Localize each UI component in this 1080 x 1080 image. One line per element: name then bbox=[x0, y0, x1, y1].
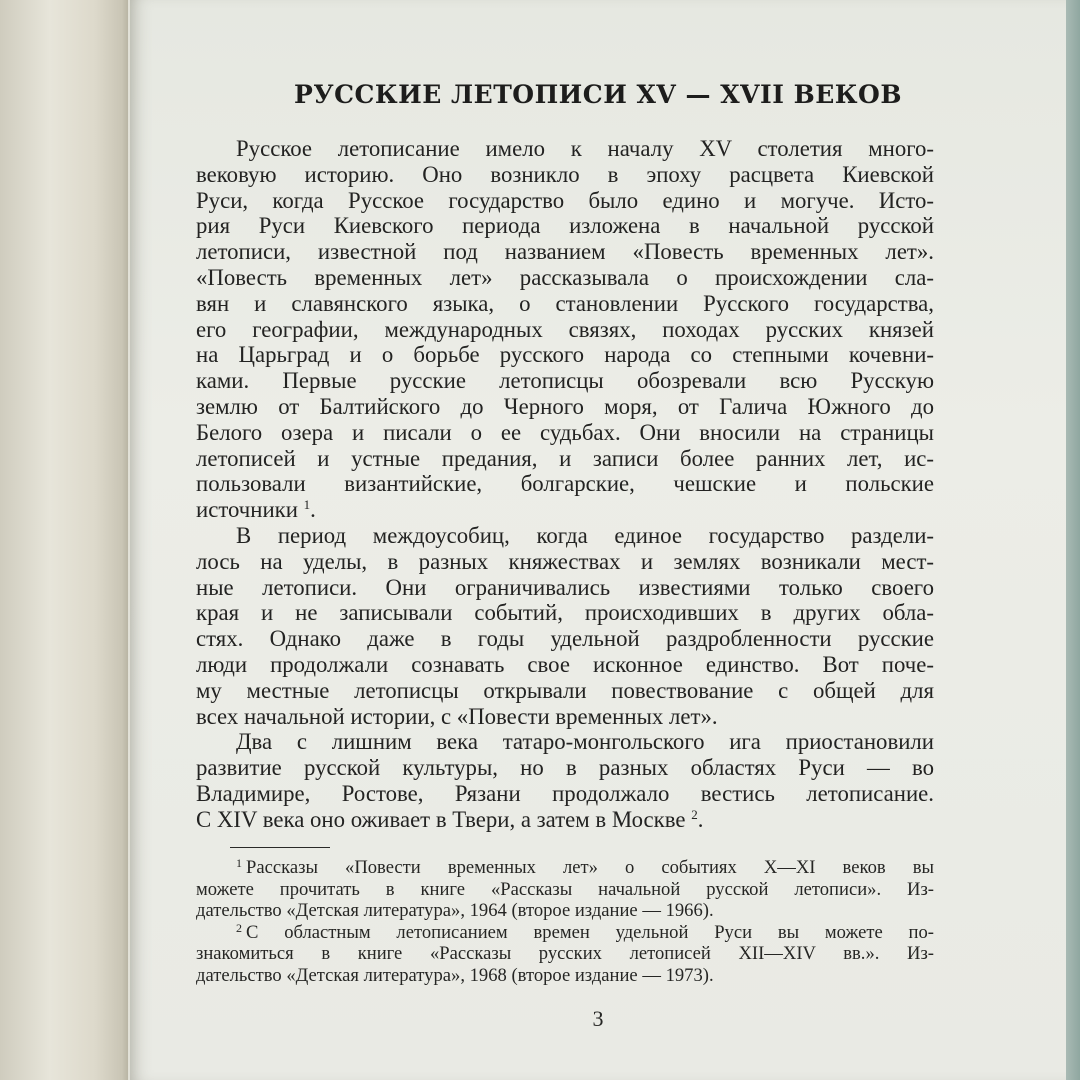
footnote-divider bbox=[230, 847, 330, 848]
text-line: края и не записывали событий, происходивших в других обла- bbox=[196, 600, 934, 626]
text-line: развитие русской культуры, но в разных областях Руси — во bbox=[196, 755, 934, 781]
text-line: В период междоусобиц, когда единое государство раздели- bbox=[236, 522, 934, 548]
text-line: вян и славянского языка, о становлении Русского государства, bbox=[196, 290, 934, 316]
text-line: Два с лишним века татаро-монгольского ига приостановили bbox=[236, 729, 934, 755]
footnote-1 bbox=[196, 857, 934, 922]
footnote-line: можете прочитать в книге «Рассказы начальной русской летописи». Из- bbox=[196, 878, 934, 900]
text-line: Белого озера и писали о ее судьбах. Они вносили на страницы bbox=[196, 419, 934, 445]
footnote-line bbox=[196, 857, 934, 879]
text-line: му местные летописцы открывали повествование с общей для bbox=[196, 677, 934, 703]
paragraph-2 bbox=[196, 523, 934, 729]
footnote-line: дательство «Детская литература», 1964 (второе издание — 1966). bbox=[196, 900, 714, 922]
footnote-line bbox=[196, 922, 934, 944]
text-line: Владимире, Ростове, Рязани продолжало вестись летописание. bbox=[196, 780, 934, 806]
footnote-reference: 2 bbox=[691, 806, 698, 822]
footnote-mark: 1 bbox=[236, 856, 242, 870]
footnotes bbox=[196, 857, 934, 987]
paragraph-3 bbox=[196, 729, 934, 832]
text-line: вековую историю. Оно возникло в эпоху расцвета Киевской bbox=[196, 161, 934, 187]
footnote-line: знакомиться в книге «Рассказы русских летописей XII—XIV вв.». Из- bbox=[196, 943, 934, 965]
text-line: лось на уделы, в разных княжествах и землях возникали мест- bbox=[196, 548, 934, 574]
text-line: люди продолжали сознавать свое исконное единство. Вот поче- bbox=[196, 651, 934, 677]
footnote-mark: 2 bbox=[236, 920, 242, 935]
text-line-with-note: источники $^1$. bbox=[196, 497, 316, 523]
text-line: ные летописи. Они ограничивались известиями только своего bbox=[196, 574, 934, 600]
text-line: рия Руси Киевского периода изложена в начальной русской bbox=[196, 213, 934, 239]
text-line: землю от Балтийского до Черного моря, от Галича Южного до bbox=[196, 393, 934, 419]
page-number: 3 bbox=[592, 1006, 604, 1031]
paragraph-1 bbox=[196, 136, 934, 523]
text-line: его географии, международных связях, походах русских князей bbox=[196, 316, 934, 342]
text-line: «Повесть временных лет» рассказывала о происхождении сла- bbox=[196, 264, 934, 290]
text-line: на Царьград и о борьбе русского народа со степными кочевни- bbox=[196, 342, 934, 368]
footnote-reference: 1 bbox=[303, 497, 311, 513]
page-title: РУССКИЕ ЛЕТОПИСИ XV — XVII ВЕКОВ bbox=[294, 80, 902, 109]
left-page-edge bbox=[0, 0, 128, 1080]
text-line: С XIV века оно оживает в Твери, а затем в Москве bbox=[196, 806, 686, 832]
text-line: Русское летописание имело к началу XV столетия много- bbox=[236, 136, 934, 161]
text-line: всех начальной истории, с «Повести временных лет». bbox=[196, 703, 718, 729]
footnote-text: Рассказы «Повести временных лет» о событиях X—XI веков вы bbox=[246, 857, 934, 878]
footnote-line: дательство «Детская литература», 1968 (второе издание — 1973). bbox=[196, 964, 714, 986]
background-surface bbox=[1066, 0, 1080, 1080]
text-line: летописи, известной под названием «Повесть временных лет». bbox=[196, 239, 934, 265]
footnote-text: С областным летописанием времен удельной Руси вы можете по- bbox=[246, 921, 934, 943]
text-line: Руси, когда Русское государство было едино и могуче. Исто- bbox=[196, 187, 934, 213]
text-line: ками. Первые русские летописцы обозревали всю Русскую bbox=[196, 368, 934, 394]
main-text bbox=[196, 136, 934, 833]
text-line-with-note: С XIV века оно оживает в Твери, а затем в Москве $^2$. bbox=[196, 806, 704, 832]
text-line: пользовали византийские, болгарские, чешские и польские bbox=[196, 471, 934, 497]
footnote-2 bbox=[196, 922, 934, 987]
text-line: стях. Однако даже в годы удельной раздробленности русские bbox=[196, 626, 934, 652]
text-line: источники bbox=[196, 497, 298, 523]
text-line: летописей и устные предания, и записи более ранних лет, ис- bbox=[196, 445, 934, 471]
